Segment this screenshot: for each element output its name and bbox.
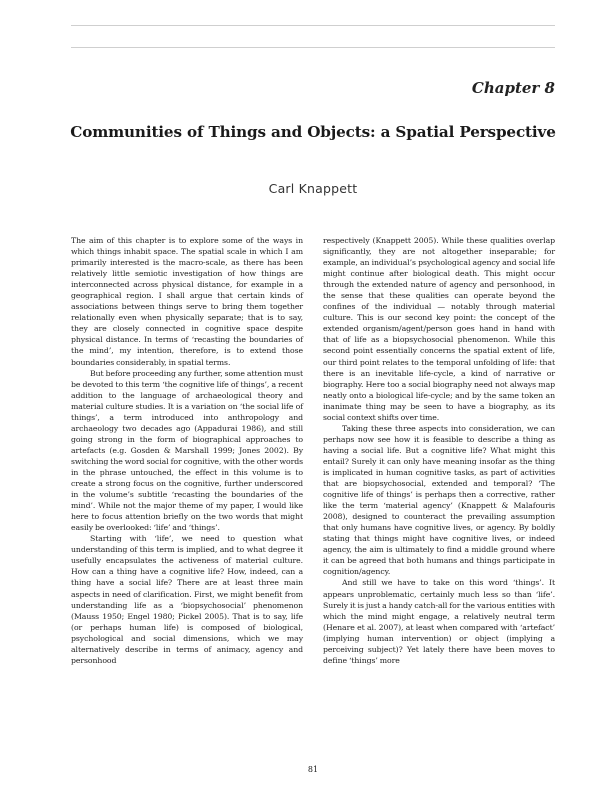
- right-column: [323, 235, 555, 666]
- paragraph: Starting with ‘life’, we need to question what understanding of this term is implied, and to what degree it usefully encapsulates the activeness of material culture. How can a thing have a cognitive life? How, indeed, can a thing have a social life? There are at least three main aspects in need of clarification. First, we might benefit from understanding life as a ‘biopsychosocial’ phenomenon (Mauss 1950; Engel 1980; Pickel 2005). That is to say, life (or perhaps human life) is composed of biological, psychological and social dimensions, which we may alternatively describe in terms of animacy, agency and personhood: [71, 534, 303, 665]
- chapter-title: Communities of Things and Objects: a Spatial Perspective: [70, 123, 556, 141]
- page-number: 81: [307, 765, 319, 774]
- header-rule-top: [71, 25, 555, 26]
- paragraph: But before proceeding any further, some attention must be devoted to this term ‘the cognitive life of things’, a recent addition to the language of archaeological theory and material culture studies. It is a variation on ‘the social life of things’, a term introduced into anthropology and archaeology two decades ago (Appadurai 1986), and still going strong in the form of biographical approaches to artefacts (e.g. Gosden & Marshall 1999; Jones 2002). By switching the word social for cognitive, with the other words in the phrase untouched, the effect in this volume is to create a strong focus on the cognitive, further underscored in the volume’s subtitle ‘recasting the boundaries of the mind’. While not the major theme of my paper, I would like here to focus attention briefly on the two words that might easily be overlooked: ‘life’ and ‘things’.: [71, 368, 303, 533]
- author-name: Carl Knappett: [268, 181, 358, 196]
- paragraph: And still we have to take on this word ‘things’. It appears unproblematic, certainly much less so than ‘life’. Surely it is just a handy catch-all for the various entities with which the mind might engage, a relatively neutral term (Henare et al. 2007), at least when compared with ‘artefact’ (implying human intervention) or object (implying a perceiving subject)? Yet lately there have been moves to define ‘things’ more: [323, 578, 555, 665]
- paragraph: Taking these three aspects into consideration, we can perhaps now see how it is feasible to describe a thing as having a social life. But a cognitive life? What might this entail? Surely it can only have meaning insofar as the thing is implicated in human cognitive tasks, as part of activities that are biopsychosocial, extended and temporal? ‘The cognitive life of things’ is perhaps then a corrective, rather like the term ‘material agency’ (Knappett & Malafouris 2008), designed to counteract the prevailing assumption that only humans have cognitive lives, or agency. By boldly stating that things might have cognitive lives, or indeed agency, the aim is ultimately to find a middle ground where it can be agreed that both humans and things participate in cognition/agency.: [323, 423, 555, 577]
- left-column: [71, 235, 303, 666]
- header-rule-bottom: [71, 47, 555, 48]
- paragraph: The aim of this chapter is to explore some of the ways in which things inhabit space. The spatial scale in which I am primarily interested is the macro-scale, as there has been relatively little semiotic investigation of how things are interconnected across physical distance, for example in a geographical region. I shall argue that certain kinds of associations between things serve to bring them together relationally even when physically separate; that is to say, they are closely connected in cognitive space despite physical distance. In terms of ‘recasting the boundaries of the mind’, my intention, therefore, is to extend those boundaries considerably, in spatial terms.: [71, 236, 303, 367]
- chapter-label: Chapter 8: [471, 79, 555, 97]
- paragraph: respectively (Knappett 2005). While these qualities overlap significantly, they are not altogether inseparable; for example, an individual’s psychological agency and social life might continue after biological death. This might occur through the extended nature of agency and personhood, in the sense that these qualities can operate beyond the confines of the individual — notably through material culture. This is our second key point: the concept of the extended organism/agent/person goes hand in hand with that of life as a biopsychosocial phenomenon. While this second point essentially concerns the spatial extent of life, our third point relates to the temporal unfolding of life: that there is an inevitable life-cycle, a kind of narrative or biography. Here too a social biography need not always map neatly onto a biological life-cycle; and by the same token an inanimate thing may be seen to have a biography, as its social context shifts over time.: [323, 236, 555, 422]
